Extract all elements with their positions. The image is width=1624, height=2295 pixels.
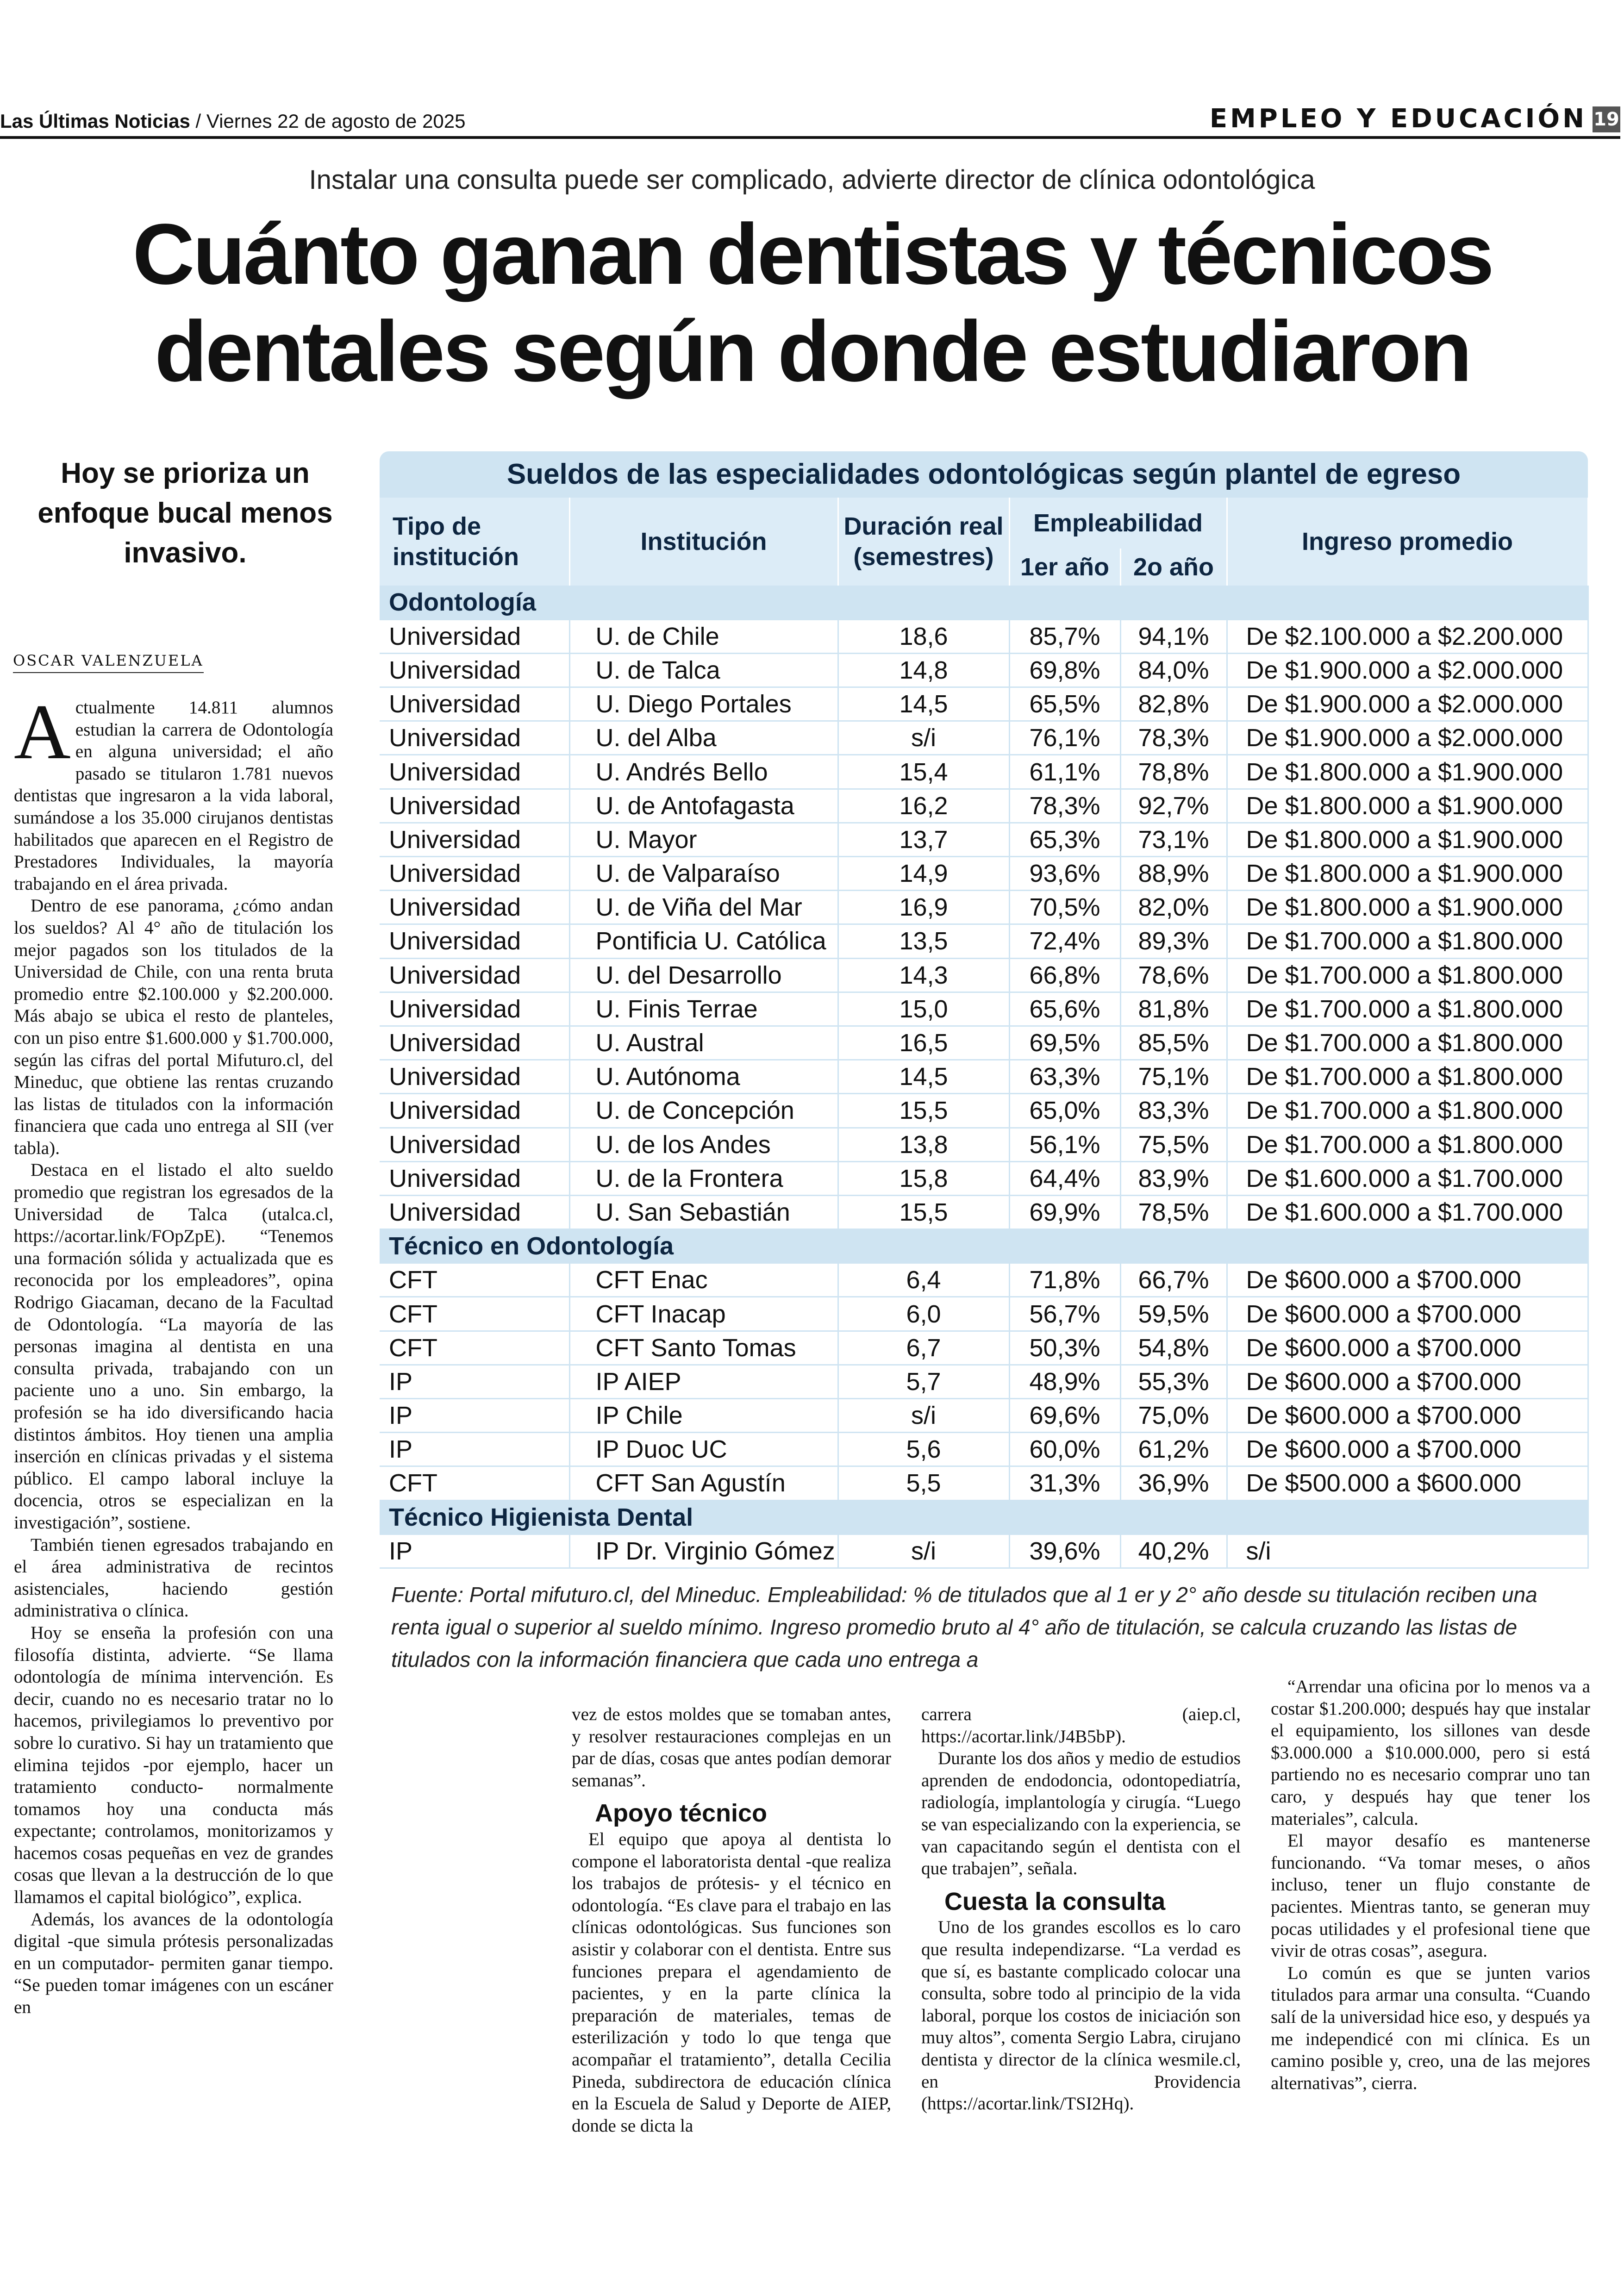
cell-employability-year-1: 56,1% <box>1009 1128 1120 1161</box>
cell-institution-type: Universidad <box>380 992 569 1026</box>
cell-duration: 14,3 <box>838 958 1009 992</box>
cell-employability-year-2: 78,3% <box>1120 721 1227 755</box>
cell-institution: U. Finis Terrae <box>569 992 838 1026</box>
cell-institution: U. de Talca <box>569 653 838 687</box>
header-institution-type: Tipo de institución <box>380 498 569 586</box>
table-row <box>380 958 1588 992</box>
cell-employability-year-1: 50,3% <box>1009 1331 1120 1365</box>
cell-employability-year-1: 72,4% <box>1009 924 1120 958</box>
cell-employability-year-2: 61,2% <box>1120 1433 1227 1466</box>
cell-employability-year-1: 65,0% <box>1009 1094 1120 1128</box>
table-row <box>380 1263 1588 1297</box>
cell-employability-year-2: 55,3% <box>1120 1365 1227 1398</box>
cell-duration: 6,7 <box>838 1331 1009 1365</box>
cell-employability-year-2: 85,5% <box>1120 1026 1227 1060</box>
table-row <box>380 755 1588 789</box>
cell-employability-year-1: 69,5% <box>1009 1026 1120 1060</box>
cell-income: De $600.000 a $700.000 <box>1227 1365 1588 1398</box>
cell-duration: 15,5 <box>838 1195 1009 1229</box>
table-row <box>380 924 1588 958</box>
table-row <box>380 1128 1588 1161</box>
header-institution: Institución <box>569 498 838 586</box>
table-row <box>380 1297 1588 1331</box>
cell-institution-type: CFT <box>380 1466 569 1500</box>
cell-income: De $1.700.000 a $1.800.000 <box>1227 924 1588 958</box>
table-row <box>380 687 1588 721</box>
cell-income: De $1.700.000 a $1.800.000 <box>1227 958 1588 992</box>
cell-institution: U. del Desarrollo <box>569 958 838 992</box>
cell-duration: 16,2 <box>838 789 1009 823</box>
cell-employability-year-2: 94,1% <box>1120 619 1227 653</box>
cell-institution: U. Diego Portales <box>569 687 838 721</box>
section-title: EMPLEO Y EDUCACIÓN <box>1209 104 1587 134</box>
cell-institution-type: Universidad <box>380 958 569 992</box>
paragraph: El mayor desafío es mantenerse funcionando. “Va tomar meses, o años incluso, tener un flujo constante de pacientes. Mientras tanto, se generan muy pocas utilidades y el profesional tiene que vivir de otras cosas”, asegura. <box>1271 1831 1590 1961</box>
masthead-rule <box>0 136 1620 139</box>
paragraph: Uno de los grandes escollos es lo caro que resulta independizarse. “La verdad es que sí, es bastante complicado colocar una consulta, sobre todo al principio de la vida laboral, porque los costos de iniciación son muy altos”, comenta Sergio Labra, cirujano dentista y director de la clínica wesmile.cl, en Providencia (https://acortar.link/TSI2Hq). <box>921 1917 1241 2114</box>
cell-income: De $1.900.000 a $2.000.000 <box>1227 653 1588 687</box>
cell-employability-year-2: 75,1% <box>1120 1060 1227 1094</box>
cell-institution-type: Universidad <box>380 1161 569 1195</box>
cell-institution-type: CFT <box>380 1297 569 1331</box>
table-row <box>380 1060 1588 1094</box>
cell-institution-type: Universidad <box>380 924 569 958</box>
table-title: Sueldos de las especialidades odontológicas según plantel de egreso <box>380 451 1588 498</box>
table-source-note: Fuente: Portal mifuturo.cl, del Mineduc. Empleabilidad: % de titulados que al 1 er y 2° año desde su titulación reciben una renta igual o superior al sueldo mínimo. Ingreso promedio bruto al 4° año de titulación, se calcula cruzando las listas de titulados con la información financiera que cada uno entrega a <box>391 1583 1537 1671</box>
cell-income: De $1.700.000 a $1.800.000 <box>1227 1128 1588 1161</box>
article-column-4 <box>1271 1676 1590 2094</box>
cell-income: De $1.800.000 a $1.900.000 <box>1227 755 1588 789</box>
cell-employability-year-2: 75,0% <box>1120 1399 1227 1433</box>
page-number: 19 <box>1593 106 1620 132</box>
byline: OSCAR VALENZUELA <box>13 652 204 673</box>
cell-institution-type: Universidad <box>380 1026 569 1060</box>
cell-employability-year-1: 48,9% <box>1009 1365 1120 1398</box>
cell-duration: 15,8 <box>838 1161 1009 1195</box>
table-row <box>380 1399 1588 1433</box>
article-kicker: Instalar una consulta puede ser complicado, advierte director de clínica odontológica <box>309 165 1315 195</box>
cell-institution: CFT Santo Tomas <box>569 1331 838 1365</box>
cell-institution: U. Andrés Bello <box>569 755 838 789</box>
salary-table <box>380 498 1589 1569</box>
publication-name: Las Últimas Noticias <box>0 110 190 132</box>
subhead-apoyo-tecnico: Apoyo técnico <box>595 1799 768 1827</box>
cell-institution: IP Chile <box>569 1399 838 1433</box>
cell-institution-type: IP <box>380 1365 569 1398</box>
cell-institution: IP Dr. Virginio Gómez <box>569 1534 838 1568</box>
table-row <box>380 1534 1588 1568</box>
cell-employability-year-2: 89,3% <box>1120 924 1227 958</box>
cell-institution-type: Universidad <box>380 1060 569 1094</box>
cell-employability-year-1: 60,0% <box>1009 1433 1120 1466</box>
cell-institution-type: IP <box>380 1534 569 1568</box>
table-row <box>380 992 1588 1026</box>
cell-income: De $1.700.000 a $1.800.000 <box>1227 1026 1588 1060</box>
publication-line <box>0 110 466 132</box>
table-section-label: Odontología <box>380 586 1588 619</box>
table-row <box>380 721 1588 755</box>
cell-institution-type: Universidad <box>380 721 569 755</box>
cell-income: De $600.000 a $700.000 <box>1227 1263 1588 1297</box>
table-row <box>380 1161 1588 1195</box>
cell-duration: 15,4 <box>838 755 1009 789</box>
cell-employability-year-1: 31,3% <box>1009 1466 1120 1500</box>
cell-institution: U. de la Frontera <box>569 1161 838 1195</box>
cell-employability-year-1: 65,6% <box>1009 992 1120 1026</box>
cell-institution-type: IP <box>380 1399 569 1433</box>
article-column-2 <box>572 1703 891 2137</box>
cell-employability-year-2: 84,0% <box>1120 653 1227 687</box>
cell-income: De $600.000 a $700.000 <box>1227 1433 1588 1466</box>
cell-income: s/i <box>1227 1534 1588 1568</box>
cell-duration: 15,5 <box>838 1094 1009 1128</box>
cell-employability-year-2: 83,3% <box>1120 1094 1227 1128</box>
cell-institution-type: Universidad <box>380 1128 569 1161</box>
cell-employability-year-2: 83,9% <box>1120 1161 1227 1195</box>
cell-duration: 5,6 <box>838 1433 1009 1466</box>
cell-institution-type: Universidad <box>380 857 569 891</box>
cell-employability-year-2: 54,8% <box>1120 1331 1227 1365</box>
table-row <box>380 891 1588 924</box>
cell-duration: s/i <box>838 1399 1009 1433</box>
cell-duration: 5,7 <box>838 1365 1009 1398</box>
article-column-3 <box>921 1703 1241 2115</box>
cell-institution: U. Austral <box>569 1026 838 1060</box>
cell-income: De $1.800.000 a $1.900.000 <box>1227 789 1588 823</box>
cell-institution-type: Universidad <box>380 1094 569 1128</box>
masthead <box>0 101 1624 138</box>
table-row <box>380 1195 1588 1229</box>
table-row <box>380 653 1588 687</box>
cell-income: De $1.800.000 a $1.900.000 <box>1227 823 1588 856</box>
cell-institution: U. de Viña del Mar <box>569 891 838 924</box>
cell-institution: Pontificia U. Católica <box>569 924 838 958</box>
cell-employability-year-2: 78,5% <box>1120 1195 1227 1229</box>
cell-employability-year-2: 59,5% <box>1120 1297 1227 1331</box>
paragraph: carrera (aiep.cl, https://acortar.link/J4B5bP). <box>921 1704 1241 1746</box>
header-year-2: 2o año <box>1120 549 1227 586</box>
paragraph: Dentro de ese panorama, ¿cómo andan los sueldos? Al 4° año de titulación los mejor pagados son los titulados de la Universidad de Chile, con una renta bruta promedio entre $2.100.000 y $2.200.000. Más abajo se ubica el resto de planteles, con un piso entre $1.600.000 y $1.700.000, según las cifras del portal Mifuturo.cl, del Mineduc, que obtiene las rentas cruzando las listas de titulados con la información financiera que cada uno entrega al SII (ver tabla). <box>14 896 333 1158</box>
cell-duration: 14,5 <box>838 1060 1009 1094</box>
cell-income: De $2.100.000 a $2.200.000 <box>1227 619 1588 653</box>
cell-employability-year-1: 71,8% <box>1009 1263 1120 1297</box>
table-row <box>380 823 1588 856</box>
drop-cap: A <box>14 688 71 775</box>
paragraph: Lo común es que se junten varios titulados para armar una consulta. “Cuando salí de la universidad hice eso, y después ya me independicé con mi clínica. Es un camino posible y, creo, una de las mejores alternativas”, cierra. <box>1271 1963 1590 2093</box>
cell-employability-year-1: 69,6% <box>1009 1399 1120 1433</box>
cell-institution-type: Universidad <box>380 687 569 721</box>
cell-institution: U. de Valparaíso <box>569 857 838 891</box>
cell-income: De $1.800.000 a $1.900.000 <box>1227 891 1588 924</box>
cell-duration: 14,9 <box>838 857 1009 891</box>
cell-duration: 6,0 <box>838 1297 1009 1331</box>
cell-employability-year-1: 56,7% <box>1009 1297 1120 1331</box>
paragraph: Durante los dos años y medio de estudios aprenden de endodoncia, odontopediatría, radiología, implantología y cirugía. “Luego se van especializando con la experiencia, se van capacitando según el dentista con el que trabajen”, señala. <box>921 1748 1241 1879</box>
cell-institution: U. del Alba <box>569 721 838 755</box>
cell-institution-type: Universidad <box>380 789 569 823</box>
cell-institution-type: CFT <box>380 1263 569 1297</box>
cell-institution: U. de Concepción <box>569 1094 838 1128</box>
paragraph: vez de estos moldes que se tomaban antes, y resolver restauraciones complejas en un par de días, cosas que antes podían demorar semanas”. <box>572 1704 891 1790</box>
cell-employability-year-2: 82,8% <box>1120 687 1227 721</box>
cell-institution-type: Universidad <box>380 1195 569 1229</box>
cell-income: De $1.700.000 a $1.800.000 <box>1227 1060 1588 1094</box>
cell-institution: CFT San Agustín <box>569 1466 838 1500</box>
header-employability: Empleabilidad <box>1009 498 1227 549</box>
cell-employability-year-1: 93,6% <box>1009 857 1120 891</box>
cell-employability-year-1: 76,1% <box>1009 721 1120 755</box>
table-row <box>380 1466 1588 1500</box>
cell-income: De $1.700.000 a $1.800.000 <box>1227 992 1588 1026</box>
paragraph: Además, los avances de la odontología digital -que simula prótesis personalizadas en un computador- permiten ganar tiempo. “Se pueden tomar imágenes con un escáner en <box>14 1909 333 2018</box>
cell-employability-year-2: 40,2% <box>1120 1534 1227 1568</box>
cell-institution-type: IP <box>380 1433 569 1466</box>
cell-employability-year-1: 85,7% <box>1009 619 1120 653</box>
cell-institution: U. de los Andes <box>569 1128 838 1161</box>
table-row <box>380 789 1588 823</box>
table-row <box>380 1026 1588 1060</box>
cell-institution-type: Universidad <box>380 653 569 687</box>
subhead-cuesta-la-consulta: Cuesta la consulta <box>944 1887 1166 1915</box>
cell-institution-type: Universidad <box>380 619 569 653</box>
table-row <box>380 619 1588 653</box>
cell-employability-year-2: 36,9% <box>1120 1466 1227 1500</box>
cell-duration: 18,6 <box>838 619 1009 653</box>
cell-duration: 15,0 <box>838 992 1009 1026</box>
cell-income: De $1.600.000 a $1.700.000 <box>1227 1195 1588 1229</box>
table-row <box>380 1433 1588 1466</box>
table-section-label: Técnico en Odontología <box>380 1229 1588 1263</box>
table-body <box>380 586 1588 1568</box>
cell-employability-year-2: 78,6% <box>1120 958 1227 992</box>
cell-duration: 16,9 <box>838 891 1009 924</box>
cell-employability-year-2: 78,8% <box>1120 755 1227 789</box>
article-column-1 <box>14 688 333 2019</box>
cell-duration: 13,8 <box>838 1128 1009 1161</box>
cell-duration: 5,5 <box>838 1466 1009 1500</box>
cell-employability-year-2: 88,9% <box>1120 857 1227 891</box>
publication-date: / Viernes 22 de agosto de 2025 <box>190 110 466 132</box>
table-row <box>380 857 1588 891</box>
cell-institution-type: Universidad <box>380 823 569 856</box>
table-section-row <box>380 1500 1588 1534</box>
cell-income: De $600.000 a $700.000 <box>1227 1297 1588 1331</box>
header-income: Ingreso promedio <box>1227 498 1588 586</box>
cell-employability-year-1: 64,4% <box>1009 1161 1120 1195</box>
cell-duration: 13,5 <box>838 924 1009 958</box>
cell-income: De $600.000 a $700.000 <box>1227 1399 1588 1433</box>
cell-institution: U. Autónoma <box>569 1060 838 1094</box>
header-year-1: 1er año <box>1009 549 1120 586</box>
paragraph: “Arrendar una oficina por lo menos va a costar $1.200.000; después hay que instalar el equipamiento, los sillones van desde $3.000.000 a $10.000.000, pero si está partiendo no es necesario comprar uno tan caro, y después hay que tener los materiales”, calcula. <box>1271 1677 1590 1829</box>
cell-income: De $600.000 a $700.000 <box>1227 1331 1588 1365</box>
paragraph: Hoy se enseña la profesión con una filosofía distinta, advierte. “Se llama odontología de mínima intervención. Es decir, cuando no es necesario tratar no lo hacemos, privilegiamos lo preventivo por sobre lo curativo. Si hay un tratamiento que elimina tejidos -por ejemplo, hacer un tratamiento conducto- normalmente tomamos hoy una conducta más expectante; controlamos, monitorizamos y hacemos cosas pequeñas en vez de grandes cosas que llevan a la destrucción de lo que llamamos el capital biológico”, explica. <box>14 1622 333 1908</box>
cell-duration: 16,5 <box>838 1026 1009 1060</box>
cell-duration: 6,4 <box>838 1263 1009 1297</box>
table-section-row <box>380 586 1588 619</box>
cell-institution: CFT Enac <box>569 1263 838 1297</box>
paragraph: También tienen egresados trabajando en el área administrativa de recintos asistenciales, haciendo gestión administrativa o clínica. <box>14 1534 333 1621</box>
cell-duration: 14,8 <box>838 653 1009 687</box>
table-row <box>380 1331 1588 1365</box>
paragraph: Actualmente 14.811 alumnos estudian la carrera de Odontología en alguna universidad; el año pasado se titularon 1.781 nuevos dentistas que ingresaron a la vida laboral, sumándose a los 35.000 cirujanos dentistas habilitados que aparecen en el Registro de Prestadores Individuales, la mayoría trabajando en el área privada. <box>14 688 333 894</box>
table-section-row <box>380 1229 1588 1263</box>
cell-employability-year-1: 66,8% <box>1009 958 1120 992</box>
cell-employability-year-1: 78,3% <box>1009 789 1120 823</box>
cell-institution: IP Duoc UC <box>569 1433 838 1466</box>
cell-duration: 13,7 <box>838 823 1009 856</box>
table-section-label: Técnico Higienista Dental <box>380 1500 1588 1534</box>
cell-employability-year-1: 39,6% <box>1009 1534 1120 1568</box>
cell-income: De $1.900.000 a $2.000.000 <box>1227 687 1588 721</box>
pull-quote: Hoy se prioriza un enfoque bucal menos invasivo. <box>37 457 333 569</box>
cell-institution: CFT Inacap <box>569 1297 838 1331</box>
cell-institution: U. San Sebastián <box>569 1195 838 1229</box>
cell-institution: U. Mayor <box>569 823 838 856</box>
cell-institution: U. de Antofagasta <box>569 789 838 823</box>
cell-duration: 14,5 <box>838 687 1009 721</box>
paragraph: El equipo que apoya al dentista lo compone el laboratorista dental -que realiza los trabajos de prótesis- y el técnico en odontología. “Es clave para el trabajo en las clínicas odontológicas. Sus funciones son asistir y colaborar con el dentista. Entre sus funciones prepara el agendamiento de pacientes, y en la parte clínica la preparación de materiales, temas de esterilización y todo lo que tenga que acompañar el tratamiento”, detalla Cecilia Pineda, subdirectora de educación clínica en la Escuela de Salud y Deporte de AIEP, donde se dicta la <box>572 1829 891 2136</box>
cell-institution: U. de Chile <box>569 619 838 653</box>
cell-income: De $500.000 a $600.000 <box>1227 1466 1588 1500</box>
cell-employability-year-1: 69,8% <box>1009 653 1120 687</box>
cell-employability-year-2: 82,0% <box>1120 891 1227 924</box>
cell-duration: s/i <box>838 1534 1009 1568</box>
cell-employability-year-1: 65,3% <box>1009 823 1120 856</box>
cell-income: De $1.600.000 a $1.700.000 <box>1227 1161 1588 1195</box>
cell-income: De $1.900.000 a $2.000.000 <box>1227 721 1588 755</box>
cell-employability-year-1: 61,1% <box>1009 755 1120 789</box>
cell-employability-year-2: 92,7% <box>1120 789 1227 823</box>
cell-employability-year-1: 69,9% <box>1009 1195 1120 1229</box>
cell-employability-year-1: 63,3% <box>1009 1060 1120 1094</box>
cell-employability-year-1: 70,5% <box>1009 891 1120 924</box>
article-headline: Cuánto ganan dentistas y técnicos dentales según donde estudiaron <box>132 206 1493 399</box>
salary-table-box <box>380 451 1588 1569</box>
header-duration: Duración real (semestres) <box>838 498 1009 586</box>
cell-institution-type: Universidad <box>380 891 569 924</box>
cell-institution: IP AIEP <box>569 1365 838 1398</box>
cell-duration: s/i <box>838 721 1009 755</box>
cell-employability-year-2: 75,5% <box>1120 1128 1227 1161</box>
cell-institution-type: CFT <box>380 1331 569 1365</box>
paragraph: Destaca en el listado el alto sueldo promedio que registran los egresados de la Universidad de Talca (utalca.cl, https://acortar.link/FOpZpE). “Tenemos una formación sólida y actualizada que es reconocida por los empleadores”, opina Rodrigo Giacaman, decano de la Facultad de Odontología. “La mayoría de las personas imagina al dentista en una consulta privada, trabajando con un paciente uno a uno. Sin embargo, la profesión se ha ido diversificando hacia distintos ámbitos. Hoy tienen una amplia inserción en clínicas privadas y el sistema público. El campo laboral incluye la docencia, otros se especializan en la investigación”, sostiene. <box>14 1160 333 1533</box>
cell-income: De $1.800.000 a $1.900.000 <box>1227 857 1588 891</box>
cell-employability-year-2: 66,7% <box>1120 1263 1227 1297</box>
table-row <box>380 1094 1588 1128</box>
cell-income: De $1.700.000 a $1.800.000 <box>1227 1094 1588 1128</box>
cell-employability-year-1: 65,5% <box>1009 687 1120 721</box>
cell-employability-year-2: 73,1% <box>1120 823 1227 856</box>
cell-institution-type: Universidad <box>380 755 569 789</box>
table-row <box>380 1365 1588 1398</box>
cell-employability-year-2: 81,8% <box>1120 992 1227 1026</box>
